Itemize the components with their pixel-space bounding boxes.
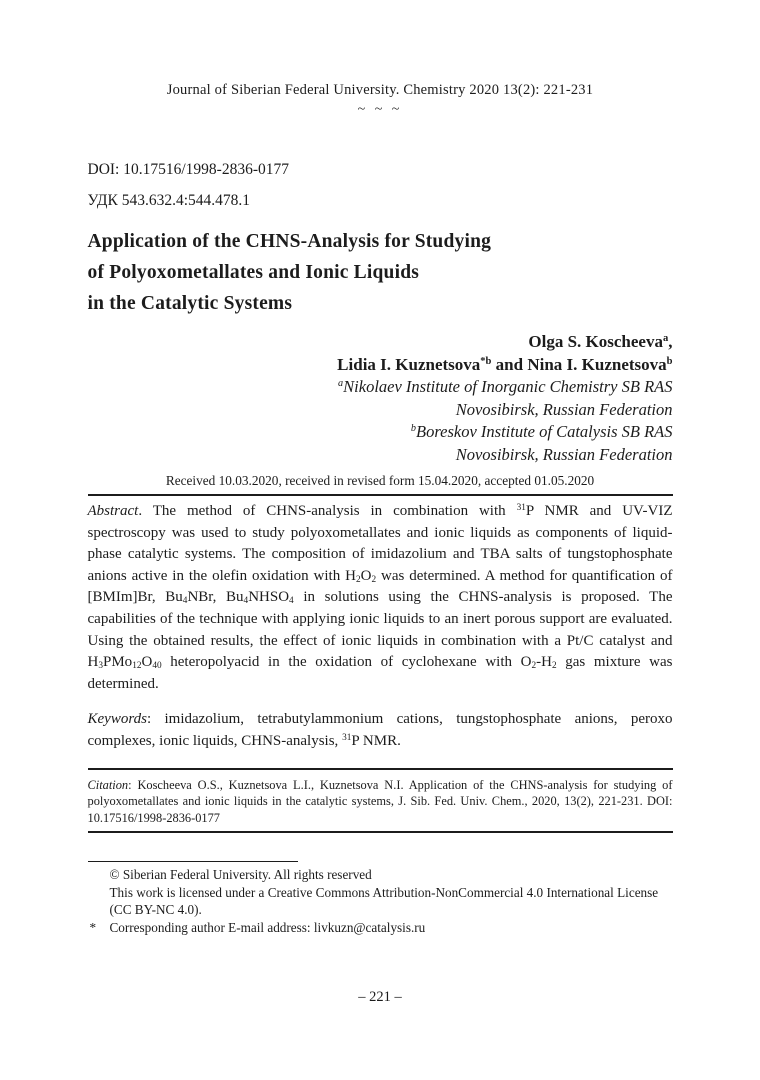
article-title (88, 226, 673, 319)
citation-paragraph: Citation: Koscheeva O.S., Kuznetsova L.I., Kuznetsova N.I. Application of the CHNS-analysis for studying of polyoxometallates and ionic liquids in the catalytic systems, J. Sib. Fed. Univ. Chem., 2020, 13(2), 221-231. DOI: 10.17516/1998-2836-0177 (87, 777, 673, 825)
author-line-2: Lidia I. Kuznetsova$^{*b}$ and Nina I. Kuznetsova$^b$ (337, 354, 673, 374)
affiliation-line-2: Novosibirsk, Russian Federation (455, 399, 673, 419)
affiliation-line-4: Novosibirsk, Russian Federation (455, 444, 673, 464)
asterisk-marker: * (89, 919, 97, 935)
title-line-1: Application of the CHNS-Analysis for Studying (87, 231, 492, 252)
divider-above-abstract (88, 494, 673, 496)
text-column (88, 0, 673, 936)
authors (88, 331, 673, 376)
footnote-rule (88, 861, 298, 863)
footnote-corresponding-author (88, 919, 673, 937)
received-dates: Received 10.03.2020, received in revised form 15.04.2020, accepted 01.05.2020 (165, 473, 595, 488)
footnote-license: This work is licensed under a Creative Commons Attribution-NonCommercial 4.0 International License (CC BY-NC 4.0). (109, 884, 659, 918)
divider-below-citation (88, 831, 673, 833)
divider-above-citation (88, 768, 673, 770)
affiliations (88, 376, 673, 466)
tilde-ornament: ~ ~ ~ (357, 102, 403, 117)
abstract-paragraph: Abstract. The method of CHNS-analysis in combination with $^{31}$P NMR and UV-VIZ spectroscopy was used to study polyoxometallates and ionic liquids as components of liquid-phase catalytic systems. The composition of imidazolium and TBA salts of tungstophosphate anions active in the olefin oxidation with $H_2O_2$ was determined. A method for quantification of [BMIm]Br, $Bu_4NBr$, $Bu_4NHSO_4$ in solutions using the CHNS-analysis is proposed. The capabilities of the technique with applying ionic liquids to an inert porous support are evaluated. Using the obtained results, the effect of ionic liquids in combination with a Pt/C catalyst and $H_3PMo_{12}O_{40}$ heteropolyacid in the oxidation of cyclohexane with $O_2-H_2$ gas mixture was determined. (87, 502, 673, 692)
doi-line: DOI: 10.17516/1998-2836-0177 (87, 161, 289, 178)
keywords-paragraph: Keywords: imidazolium, tetrabutylammonium cations, tungstophosphate anions, peroxo complexes, ionic liquids, CHNS-analysis, $^{31}$P NMR. (87, 711, 673, 749)
title-line-3: in the Catalytic Systems (87, 293, 293, 314)
author-line-1: Olga S. Koscheeva$^a$, (528, 332, 673, 351)
title-line-2: of Polyoxometallates and Ionic Liquids (87, 262, 420, 283)
journal-header: Journal of Siberian Federal University. Chemistry 2020 13(2): 221-231 (166, 82, 594, 98)
footnote (88, 866, 673, 936)
footnote-corresponding-text: Corresponding author E-mail address: livkuzn@catalysis.ru (109, 919, 426, 935)
affiliation-line-1: $^a$Nikolaev Institute of Inorganic Chemistry SB RAS (338, 377, 673, 396)
page-number: – 221 – (358, 989, 402, 1005)
udc-line: УДК 543.632.4:544.478.1 (87, 192, 251, 209)
affiliation-line-3: $^b$Boreskov Institute of Catalysis SB RAS (410, 422, 673, 441)
footnote-copyright: © Siberian Federal University. All rights reserved (109, 867, 372, 883)
